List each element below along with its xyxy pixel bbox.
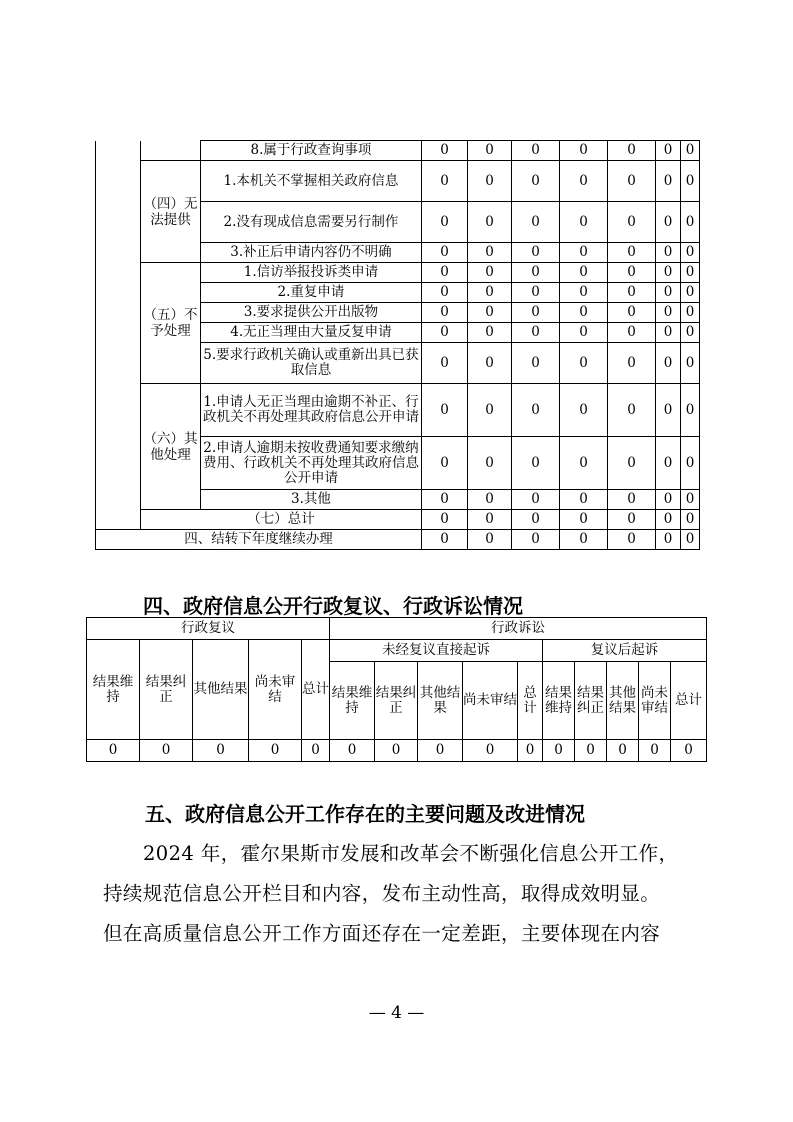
group5-label: （五）不予处理 (141, 263, 201, 384)
value-cell: 0 (512, 243, 560, 263)
table-row (96, 141, 700, 161)
value-cell: 0 (512, 202, 560, 243)
value-cell: 0 (608, 161, 656, 202)
value-cell: 0 (512, 263, 560, 283)
value-cell: 0 (468, 243, 512, 263)
col-header: 结果维持 (87, 640, 140, 740)
value-cell: 0 (468, 141, 512, 161)
admin-litigation-header: 行政诉讼 (330, 618, 707, 640)
value-cell: 0 (422, 490, 468, 510)
row-label: 4.无正当理由大量反复申请 (201, 323, 422, 343)
value-cell: 0 (468, 510, 512, 530)
row-label: 5.要求行政机关确认或重新出具已获取信息 (201, 343, 422, 384)
value-cell: 0 (422, 202, 468, 243)
value-cell: 0 (608, 323, 656, 343)
value-cell: 0 (560, 243, 608, 263)
value-cell: 0 (575, 740, 607, 762)
value-cell: 0 (608, 343, 656, 384)
paragraph-line: 持续规范信息公开栏目和内容，发布主动性高，取得成效明显。 (103, 882, 661, 905)
value-cell: 0 (639, 740, 671, 762)
direct-suit-header: 未经复议直接起诉 (330, 640, 543, 662)
value-cell: 0 (422, 161, 468, 202)
value-cell: 0 (681, 530, 700, 550)
section4-heading: 四、政府信息公开行政复议、行政诉讼情况 (143, 594, 523, 618)
table-row (87, 618, 707, 640)
value-cell: 0 (656, 202, 681, 243)
value-cell: 0 (560, 263, 608, 283)
continued-cell (96, 141, 141, 530)
value-cell: 0 (468, 283, 512, 303)
value-cell: 0 (608, 243, 656, 263)
value-cell: 0 (512, 490, 560, 510)
group6-label: （六）其他处理 (141, 384, 201, 510)
section5-heading: 五、政府信息公开工作存在的主要问题及改进情况 (145, 802, 585, 826)
value-cell: 0 (560, 490, 608, 510)
value-cell: 0 (656, 161, 681, 202)
table-row (87, 640, 707, 662)
row-label: 2.重复申请 (201, 283, 422, 303)
paragraph-line: 2024 年，霍尔果斯市发展和改革会不断强化信息公开工作， (143, 842, 679, 865)
value-cell: 0 (608, 202, 656, 243)
table-row (96, 263, 700, 283)
value-cell: 0 (656, 141, 681, 161)
value-cell: 0 (656, 303, 681, 323)
value-cell: 0 (422, 437, 468, 490)
value-cell: 0 (512, 303, 560, 323)
value-cell: 0 (681, 202, 700, 243)
value-cell: 0 (512, 530, 560, 550)
value-cell: 0 (512, 343, 560, 384)
table-row (96, 161, 700, 202)
value-cell: 0 (512, 384, 560, 437)
col-header: 尚未审结 (463, 662, 518, 740)
value-cell: 0 (681, 343, 700, 384)
value-cell: 0 (608, 303, 656, 323)
value-cell: 0 (87, 740, 140, 762)
row-label: 8.属于行政查询事项 (201, 141, 422, 161)
value-cell: 0 (607, 740, 639, 762)
value-cell: 0 (608, 141, 656, 161)
value-cell: 0 (656, 343, 681, 384)
table-row (96, 530, 700, 550)
value-cell: 0 (422, 263, 468, 283)
value-cell: 0 (193, 740, 249, 762)
value-cell: 0 (560, 510, 608, 530)
value-cell: 0 (140, 740, 193, 762)
value-cell: 0 (608, 510, 656, 530)
value-cell: 0 (518, 740, 543, 762)
value-cell: 0 (681, 263, 700, 283)
value-cell: 0 (543, 740, 575, 762)
value-cell: 0 (468, 161, 512, 202)
value-cell: 0 (681, 141, 700, 161)
value-cell: 0 (681, 490, 700, 510)
value-cell: 0 (422, 510, 468, 530)
col-header: 总计 (302, 640, 330, 740)
value-cell: 0 (468, 303, 512, 323)
value-cell: 0 (608, 384, 656, 437)
row-label: 2.申请人逾期未按收费通知要求缴纳费用、行政机关不再处理其政府信息公开申请 (201, 437, 422, 490)
value-cell: 0 (671, 740, 707, 762)
value-cell: 0 (608, 263, 656, 283)
value-cell: 0 (422, 141, 468, 161)
row-label: 3.补正后申请内容仍不明确 (201, 243, 422, 263)
col-header: 其他结果 (418, 662, 463, 740)
carryover-label: 四、结转下年度继续办理 (96, 530, 422, 550)
col-header: 结果纠正 (140, 640, 193, 740)
value-cell: 0 (560, 283, 608, 303)
col-header: 结果维持 (543, 662, 575, 740)
value-cell: 0 (302, 740, 330, 762)
value-cell: 0 (656, 530, 681, 550)
total-label: （七）总计 (141, 510, 422, 530)
value-cell: 0 (681, 510, 700, 530)
value-cell: 0 (560, 343, 608, 384)
value-cell: 0 (468, 384, 512, 437)
group4-label: （四）无法提供 (141, 161, 201, 263)
col-header: 其他结果 (607, 662, 639, 740)
value-cell: 0 (681, 303, 700, 323)
value-cell: 0 (422, 343, 468, 384)
value-cell: 0 (560, 161, 608, 202)
col-header: 尚未审结 (639, 662, 671, 740)
value-cell: 0 (608, 530, 656, 550)
after-review-header: 复议后起诉 (543, 640, 707, 662)
value-cell: 0 (375, 740, 418, 762)
col-header: 结果纠正 (375, 662, 418, 740)
value-cell: 0 (512, 141, 560, 161)
value-cell: 0 (560, 384, 608, 437)
value-cell: 0 (468, 343, 512, 384)
value-cell: 0 (681, 243, 700, 263)
value-cell: 0 (512, 283, 560, 303)
value-cell: 0 (249, 740, 302, 762)
value-cell: 0 (608, 490, 656, 510)
value-cell: 0 (512, 323, 560, 343)
table-row (96, 510, 700, 530)
paragraph-line: 但在高质量信息公开工作方面还存在一定差距，主要体现在内容 (103, 922, 661, 945)
value-cell: 0 (422, 303, 468, 323)
application-handling-table (95, 140, 700, 550)
review-litigation-table (86, 617, 707, 762)
value-cell: 0 (463, 740, 518, 762)
group3-continued-cell (141, 141, 201, 161)
value-cell: 0 (418, 740, 463, 762)
value-cell: 0 (681, 283, 700, 303)
col-header: 总计 (671, 662, 707, 740)
value-cell: 0 (468, 437, 512, 490)
row-label: 1.申请人无正当理由逾期不补正、行政机关不再处理其政府信息公开申请 (201, 384, 422, 437)
value-cell: 0 (560, 141, 608, 161)
value-cell: 0 (560, 323, 608, 343)
col-header: 结果维持 (330, 662, 375, 740)
value-cell: 0 (656, 263, 681, 283)
value-cell: 0 (422, 530, 468, 550)
value-cell: 0 (560, 530, 608, 550)
row-label: 3.要求提供公开出版物 (201, 303, 422, 323)
row-label: 1.本机关不掌握相关政府信息 (201, 161, 422, 202)
value-cell: 0 (656, 384, 681, 437)
value-cell: 0 (656, 283, 681, 303)
value-cell: 0 (422, 384, 468, 437)
table-row (96, 384, 700, 437)
col-header: 其他结果 (193, 640, 249, 740)
col-header: 总计 (518, 662, 543, 740)
value-cell: 0 (681, 437, 700, 490)
value-cell: 0 (656, 437, 681, 490)
value-cell: 0 (656, 510, 681, 530)
value-cell: 0 (681, 323, 700, 343)
value-cell: 0 (468, 530, 512, 550)
table-row (87, 740, 707, 762)
value-cell: 0 (422, 323, 468, 343)
col-header: 结果纠正 (575, 662, 607, 740)
admin-review-header: 行政复议 (87, 618, 330, 640)
row-label: 2.没有现成信息需要另行制作 (201, 202, 422, 243)
value-cell: 0 (560, 303, 608, 323)
value-cell: 0 (468, 323, 512, 343)
value-cell: 0 (608, 437, 656, 490)
value-cell: 0 (468, 263, 512, 283)
value-cell: 0 (512, 510, 560, 530)
value-cell: 0 (468, 202, 512, 243)
value-cell: 0 (656, 323, 681, 343)
value-cell: 0 (512, 161, 560, 202)
page-number: — 4 — (368, 1003, 425, 1023)
value-cell: 0 (608, 283, 656, 303)
value-cell: 0 (422, 243, 468, 263)
value-cell: 0 (656, 490, 681, 510)
row-label: 1.信访举报投诉类申请 (201, 263, 422, 283)
value-cell: 0 (656, 243, 681, 263)
value-cell: 0 (422, 283, 468, 303)
value-cell: 0 (681, 161, 700, 202)
value-cell: 0 (512, 437, 560, 490)
col-header: 尚未审结 (249, 640, 302, 740)
value-cell: 0 (560, 202, 608, 243)
value-cell: 0 (468, 490, 512, 510)
value-cell: 0 (681, 384, 700, 437)
value-cell: 0 (330, 740, 375, 762)
value-cell: 0 (560, 437, 608, 490)
row-label: 3.其他 (201, 490, 422, 510)
